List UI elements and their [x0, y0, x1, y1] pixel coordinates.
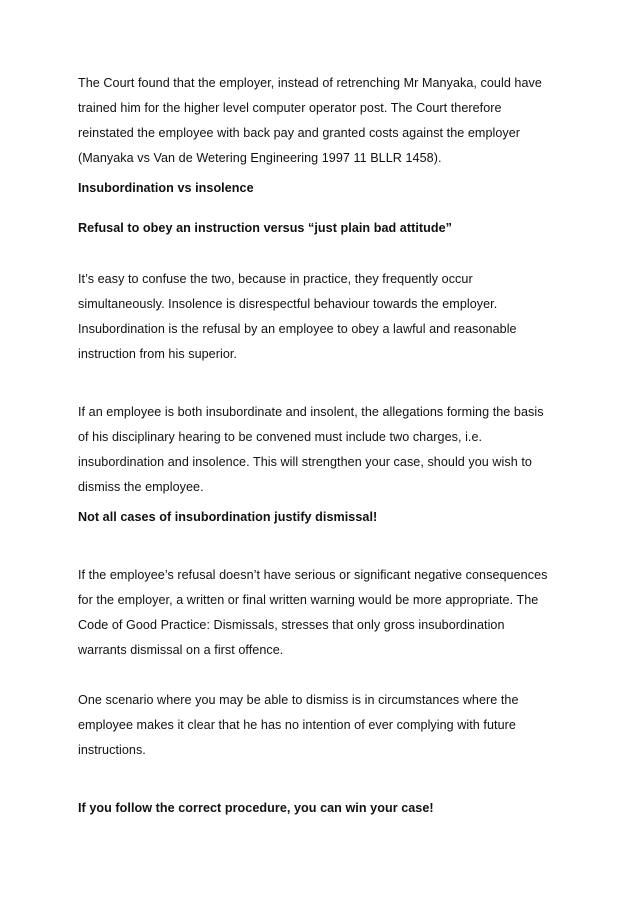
- heading-refusal-vs-attitude: Refusal to obey an instruction versus “just plain bad attitude”: [78, 221, 453, 235]
- heading-correct-procedure: If you follow the correct procedure, you can win your case!: [78, 801, 434, 815]
- paragraph-confuse-line-4: instruction from his superior.: [78, 347, 237, 361]
- paragraph-court-line-2: trained him for the higher level computer operator post. The Court therefore: [78, 101, 502, 115]
- paragraph-both-line-3: insubordination and insolence. This will strengthen your case, should you wish to: [78, 455, 532, 469]
- paragraph-refusal-line-4: warrants dismissal on a first offence.: [78, 643, 284, 657]
- paragraph-scenario-line-3: instructions.: [78, 743, 146, 757]
- paragraph-refusal-line-3: Code of Good Practice: Dismissals, stresses that only gross insubordination: [78, 618, 505, 632]
- paragraph-both-line-2: of his disciplinary hearing to be convened must include two charges, i.e.: [78, 430, 483, 444]
- paragraph-confuse-line-2: simultaneously. Insolence is disrespectful behaviour towards the employer.: [78, 297, 498, 311]
- paragraph-both-line-1: If an employee is both insubordinate and insolent, the allegations forming the basis: [78, 405, 544, 419]
- paragraph-scenario-line-1: One scenario where you may be able to dismiss is in circumstances where the: [78, 693, 519, 707]
- paragraph-both-line-4: dismiss the employee.: [78, 480, 204, 494]
- paragraph-court-line-4: (Manyaka vs Van de Wetering Engineering 1997 11 BLLR 1458).: [78, 151, 442, 165]
- paragraph-confuse-line-1: It’s easy to confuse the two, because in practice, they frequently occur: [78, 272, 473, 286]
- paragraph-court-line-1: The Court found that the employer, instead of retrenching Mr Manyaka, could have: [78, 76, 542, 90]
- paragraph-refusal-line-2: for the employer, a written or final written warning would be more appropriate. The: [78, 593, 539, 607]
- paragraph-confuse-line-3: Insubordination is the refusal by an employee to obey a lawful and reasonable: [78, 322, 517, 336]
- heading-not-all-cases: Not all cases of insubordination justify dismissal!: [78, 510, 378, 524]
- paragraph-refusal-line-1: If the employee’s refusal doesn’t have serious or significant negative consequences: [78, 568, 548, 582]
- paragraph-court-line-3: reinstated the employee with back pay and granted costs against the employer: [78, 126, 521, 140]
- paragraph-scenario-line-2: employee makes it clear that he has no intention of ever complying with future: [78, 718, 516, 732]
- heading-insubordination-vs-insolence: Insubordination vs insolence: [78, 181, 254, 195]
